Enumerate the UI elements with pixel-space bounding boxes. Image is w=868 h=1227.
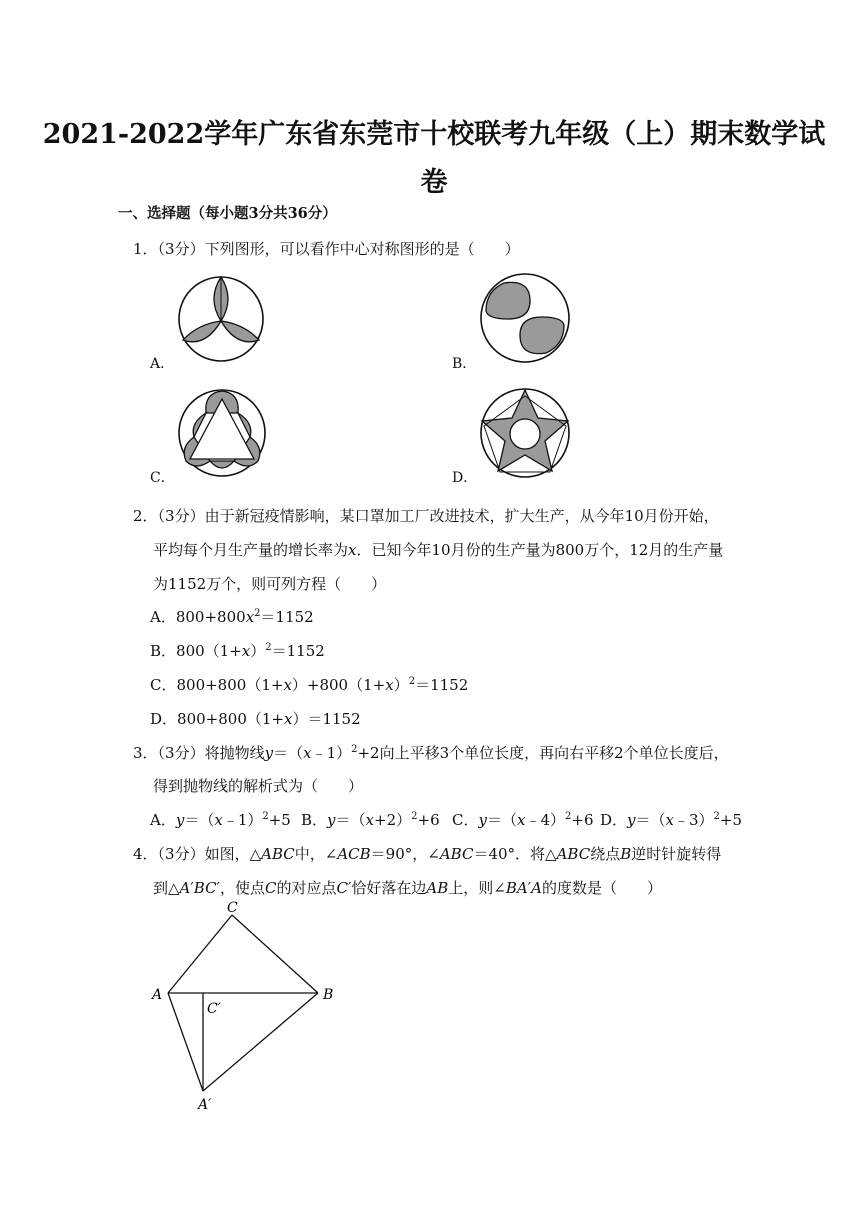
label-c: C bbox=[227, 900, 238, 916]
q1-stem: 1．（3分）下列图形，可以看作中心对称图形的是（ ） bbox=[133, 240, 520, 258]
section-heading: 一、选择题（每小题3分共36分） bbox=[118, 205, 337, 222]
q2-option-b: B．$800(1+x)^2=1152$ bbox=[150, 642, 325, 660]
q1-figure-b bbox=[478, 271, 572, 365]
q1-figure-c bbox=[176, 387, 268, 479]
edge-cb bbox=[232, 915, 318, 993]
q1-option-d-label: D． bbox=[452, 470, 478, 486]
edge-ac bbox=[168, 915, 232, 993]
label-a-prime: A′ bbox=[198, 1097, 212, 1113]
q1-figure-d bbox=[478, 386, 572, 480]
q2-option-d: D．800+800（1+x）＝1152 bbox=[150, 710, 361, 728]
q2-stem-line-2: 平均每个月生产量的增长率为x．已知今年10月份的生产量为800万个，12月的生产量 bbox=[153, 541, 724, 559]
label-c-prime: C′ bbox=[207, 1001, 221, 1017]
label-b: B bbox=[323, 987, 334, 1003]
q4-stem-line-1: 4．（3分）如图，△ABC中，∠ACB＝90°，∠ABC＝40°．将△ABC绕点B逆时针旋转得 bbox=[133, 845, 722, 863]
q3-option-b: B．$y=(x+2)^2+6$ bbox=[301, 811, 440, 829]
q1-option-a-label: A． bbox=[150, 356, 175, 372]
q1-option-b-label: B． bbox=[452, 356, 477, 372]
q3-option-d: D．y＝（x﹣3）$^2$+5 bbox=[600, 811, 743, 829]
q3-stem-line-2: 得到抛物线的解析式为（ ） bbox=[153, 777, 364, 795]
q1-option-c-label: C． bbox=[150, 470, 175, 486]
q4-triangle-figure bbox=[140, 895, 360, 1115]
q3-option-c: C．y＝（x﹣4）$^2$+6 bbox=[452, 811, 594, 829]
document-title-line-2: 卷 bbox=[420, 167, 448, 198]
q1-figure-a bbox=[176, 274, 266, 364]
q2-stem-line-1: 2．（3分）由于新冠疫情影响，某口罩加工厂改进技术，扩大生产，从今年10月份开始， bbox=[133, 507, 719, 525]
q2-option-a: A．$800+800x^2=1152$ bbox=[150, 608, 314, 626]
q3-option-a: A．y＝（x﹣1）$^2$+5 bbox=[150, 811, 291, 829]
document-title-line-1: 2021-2022学年广东省东莞市十校联考九年级（上）期末数学试 bbox=[42, 119, 826, 150]
edge-a-ap bbox=[168, 993, 203, 1091]
label-a: A bbox=[152, 987, 163, 1003]
q4-stem-line-2: 到△A′BC′，使点C的对应点C′恰好落在边AB上，则∠BA′A的度数是（ ） bbox=[153, 879, 662, 897]
q2-option-c: C．$800+800(1+x)+800(1+x)^2=1152$ bbox=[150, 676, 469, 694]
q2-stem-line-3: 为1152万个，则可列方程（ ） bbox=[153, 575, 387, 593]
q3-stem-line-1: 3．（3分）将抛物线y＝（x﹣1）$^2$+2向上平移3个单位长度，再向右平移2个单位长度后， bbox=[133, 744, 729, 762]
